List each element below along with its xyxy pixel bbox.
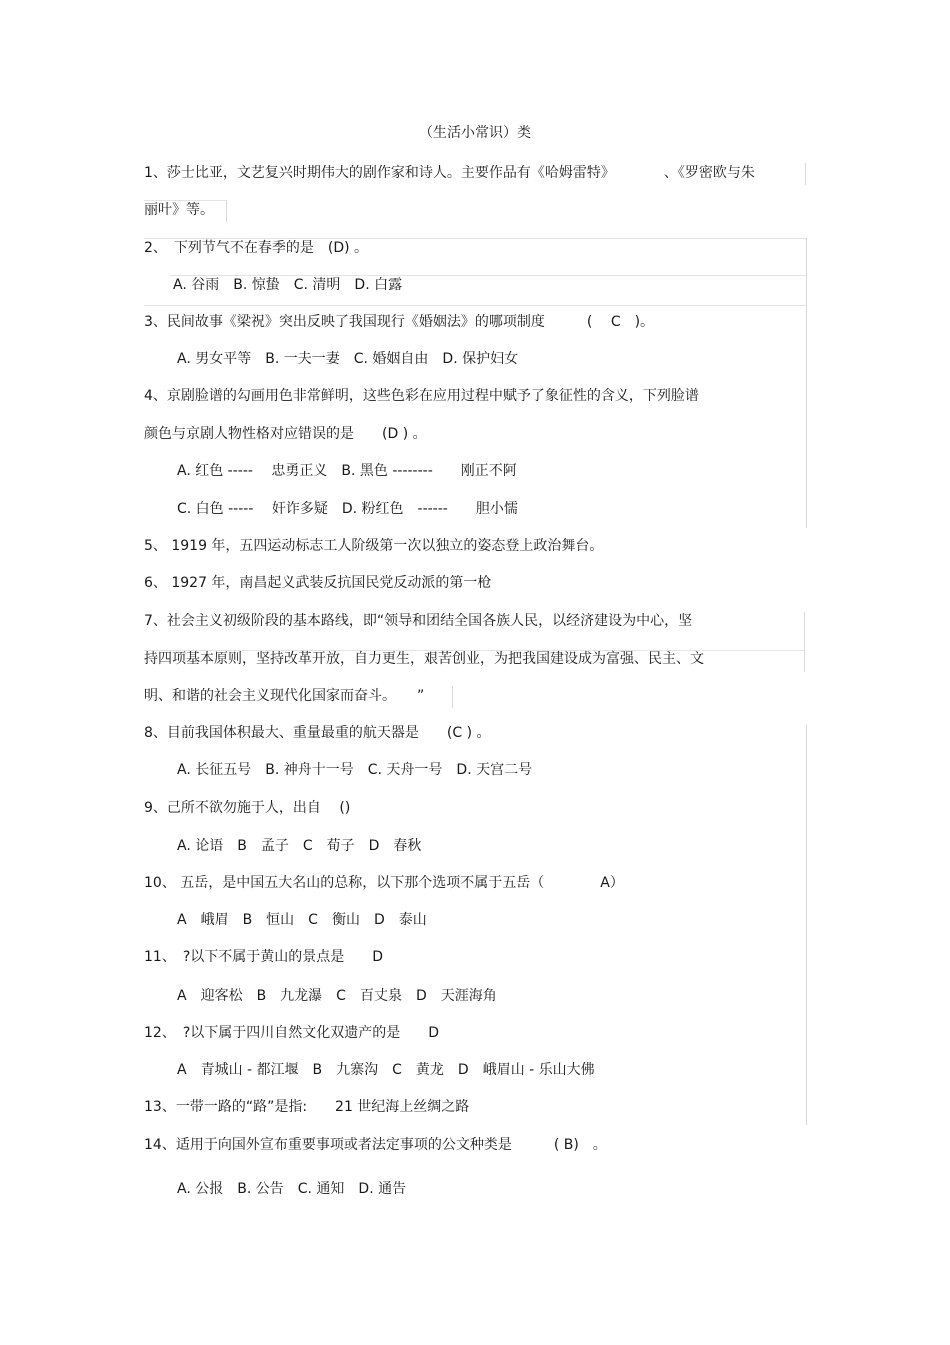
question-10: 10、 五岳，是中国五大名山的总称，以下那个选项不属于五岳（ A） [144,875,624,891]
frame-line [806,238,807,528]
question-11: 11、 ?以下不属于黄山的景点是 D [144,949,384,965]
question-1-line-1: 1、莎士比亚，文艺复兴时期伟大的剧作家和诗人。主要作品有《哈姆雷特》 、《罗密欧与朱 [144,165,755,181]
page-title: （生活小常识）类 [419,125,531,141]
item-5: 5、 1919 年，五四运动标志工人阶级第一次以独立的姿态登上政治舞台。 [144,538,604,554]
question-3: 3、民间故事《梁祝》突出反映了我国现行《婚姻法》的哪项制度 ( C )。 [144,314,655,330]
question-4-options-1: A. 红色 ----- 忠勇正义 B. 黑色 -------- 刚正不阿 [177,463,517,479]
question-3-options: A. 男女平等 B. 一夫一妻 C. 婚姻自由 D. 保护妇女 [177,351,519,367]
question-10-options: A 峨眉 B 恒山 C 衡山 D 泰山 [177,912,427,928]
question-8-options: A. 长征五号 B. 神舟十一号 C. 天舟一号 D. 天宫二号 [177,762,533,778]
question-11-options: A 迎客松 B 九龙瀑 C 百丈泉 D 天涯海角 [177,988,497,1004]
question-4-options-2: C. 白色 ----- 奸诈多疑 D. 粉红色 ------ 胆小懦 [177,501,518,517]
question-12-options: A 青城山 - 都江堰 B 九寨沟 C 黄龙 D 峨眉山 - 乐山大佛 [177,1062,595,1078]
question-2: 2、 下列节气不在春季的是 (D) 。 [144,240,369,256]
frame-line [806,725,807,1125]
item-7-line-2: 持四项基本原则，坚持改革开放，自力更生，艰苦创业，为把我国建设成为富强、民主、文 [144,651,704,667]
question-2-options: A. 谷雨 B. 惊蛰 C. 清明 D. 白露 [173,277,403,293]
question-8: 8、目前我国体积最大、重量最重的航天器是 (C ) 。 [144,725,491,741]
frame-line [805,163,806,185]
question-9-options: A. 论语 B 孟子 C 荀子 D 春秋 [177,838,422,854]
item-6: 6、 1927 年，南昌起义武装反抗国民党反动派的第一枪 [144,575,492,591]
item-7-line-1: 7、社会主义初级阶段的基本路线，即“领导和团结全国各族人民，以经济建设为中心，坚 [144,613,693,629]
frame-line [804,612,805,672]
frame-line [452,686,453,708]
item-7-line-3: 明、和谐的社会主义现代化国家而奋斗。 ” [144,688,425,704]
question-1-line-2: 丽叶》等。 [144,202,214,218]
question-4-line-1: 4、京剧脸谱的勾画用色非常鲜明，这些色彩在应用过程中赋予了象征性的含义，下列脸谱 [144,388,699,404]
question-12: 12、 ?以下属于四川自然文化双遗产的是 D [144,1025,440,1041]
question-14: 14、适用于向国外宣布重要事项或者法定事项的公文种类是 ( B) 。 [144,1137,607,1153]
question-14-options: A. 公报 B. 公告 C. 通知 D. 通告 [177,1181,407,1197]
frame-line [226,200,227,222]
question-4-line-2: 颜色与京剧人物性格对应错误的是 (D ) 。 [144,426,427,442]
item-13: 13、一带一路的“路”是指: 21 世纪海上丝绸之路 [144,1099,470,1115]
question-9: 9、己所不欲勿施于人，出自 () [144,800,351,816]
frame-line [144,305,806,306]
